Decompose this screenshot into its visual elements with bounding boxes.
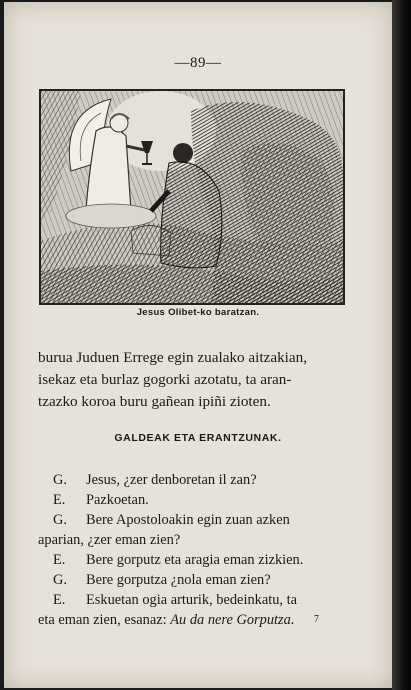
paragraph-line-1: burua Juduen Errege egin zualako aitzakian, (38, 349, 308, 366)
illustration-caption: Jesus Olibet-ko baratzan. (136, 307, 260, 318)
agony-in-garden-engraving (41, 91, 343, 303)
qa-speaker: E. (53, 552, 66, 568)
qa-speaker: E. (53, 492, 66, 508)
qa-text: Bere gorputza ¿nola eman zien? (86, 572, 271, 588)
qa-text: aparian, ¿zer eman zien? (38, 532, 181, 548)
paragraph-line-2: isekaz eta burlaz gogorki azotatu, ta aran- (38, 371, 292, 388)
qa-text: Pazkoetan. (86, 492, 149, 508)
engraving-illustration (39, 89, 345, 305)
qa-text: Bere Apostoloakin egin zuan azken (86, 512, 290, 528)
qa-speaker: G. (53, 512, 67, 528)
qa-speaker: E. (53, 592, 66, 608)
page-number: —89— (174, 55, 222, 71)
book-spine-shadow (392, 0, 411, 690)
paragraph-line-3: tzazko koroa buru gañean ipiñi zioten. (38, 393, 271, 410)
qa-text: Jesus, ¿zer denboretan il zan? (86, 472, 257, 488)
qa-speaker: G. (53, 572, 67, 588)
qa-speaker: G. (53, 472, 67, 488)
quoted-words: Au da nere Gorputza. (170, 612, 295, 628)
book-page (4, 2, 392, 688)
qa-text: Bere gorputz eta aragia eman zizkien. (86, 552, 304, 568)
signature-mark: 7 (314, 614, 319, 625)
qa-text-with-quote (38, 612, 294, 629)
qa-text: eta eman zien, esanaz: (38, 612, 167, 628)
section-heading: GALDEAK ETA ERANTZUNAK. (114, 432, 282, 444)
qa-text: Eskuetan ogia arturik, bedeinkatu, ta (86, 592, 297, 608)
